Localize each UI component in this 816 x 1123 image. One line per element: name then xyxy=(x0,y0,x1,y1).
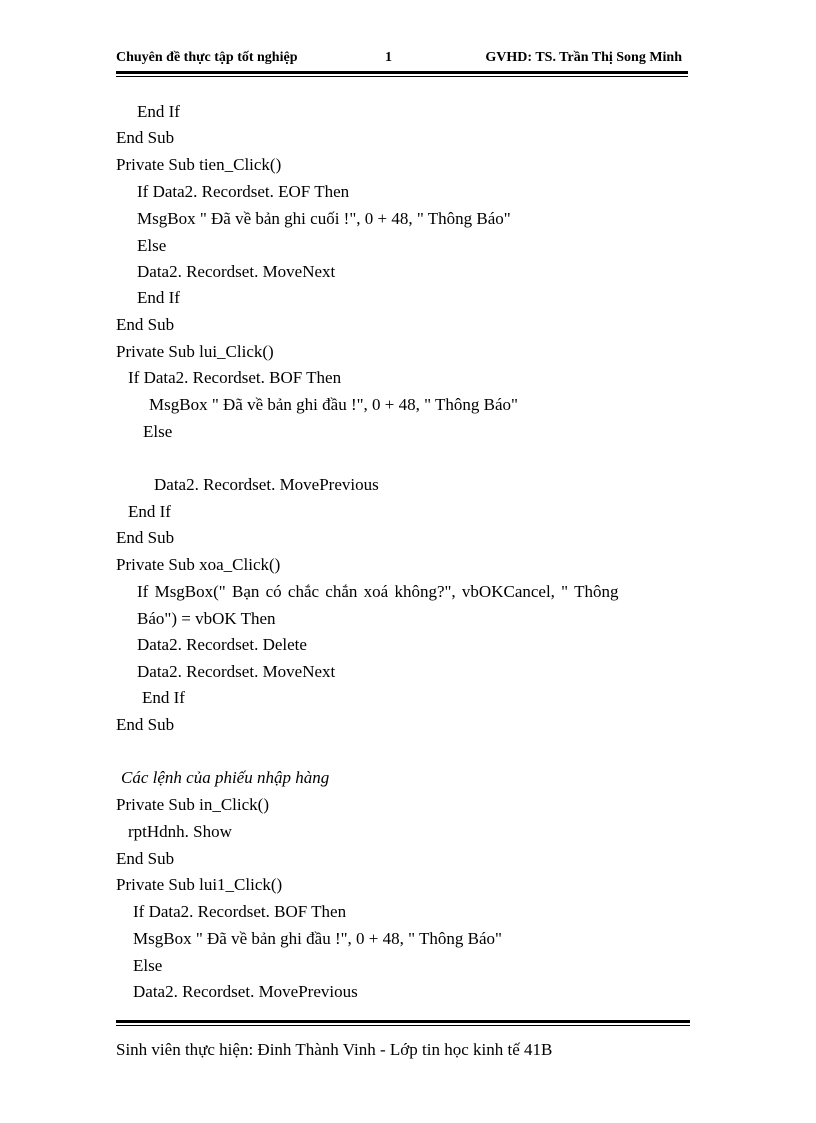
code-line: End If xyxy=(137,288,180,307)
code-line: Báo") = vbOK Then xyxy=(137,609,276,628)
section-heading: Các lệnh của phiếu nhập hàng xyxy=(121,768,330,787)
page-header xyxy=(116,48,688,70)
code-line: End If xyxy=(137,102,180,121)
code-line: Private Sub lui1_Click() xyxy=(116,875,283,894)
document-title: Chuyên đề thực tập tốt nghiệp xyxy=(116,50,298,65)
page-footer: Sinh viên thực hiện: Đinh Thành Vinh - Lớp tin học kinh tế 41B xyxy=(116,1040,553,1059)
code-line: If Data2. Recordset. EOF Then xyxy=(137,182,350,201)
code-line: Data2. Recordset. MovePrevious xyxy=(133,982,358,1001)
code-line: MsgBox " Đã về bản ghi đầu !", 0 + 48, " Thông Báo" xyxy=(149,395,518,414)
code-line: Data2. Recordset. MoveNext xyxy=(137,662,336,681)
code-line: Data2. Recordset. MoveNext xyxy=(137,262,336,281)
code-line: MsgBox " Đã về bản ghi đầu !", 0 + 48, " Thông Báo" xyxy=(133,929,502,948)
code-line: End Sub xyxy=(116,128,175,147)
header-divider xyxy=(116,71,688,77)
code-line: Private Sub tien_Click() xyxy=(116,155,282,174)
code-line: Else xyxy=(133,956,163,975)
code-line: Private Sub in_Click() xyxy=(116,795,269,814)
code-line: End If xyxy=(128,502,171,521)
code-line: rptHdnh. Show xyxy=(128,822,232,841)
code-line: If Data2. Recordset. BOF Then xyxy=(133,902,347,921)
code-line: Data2. Recordset. Delete xyxy=(137,635,307,654)
code-line: Else xyxy=(143,422,173,441)
footer-divider xyxy=(116,1020,690,1026)
supervisor: GVHD: TS. Trần Thị Song Minh xyxy=(485,50,682,65)
code-line: End Sub xyxy=(116,315,175,334)
code-line: End If xyxy=(142,688,185,707)
code-line: If MsgBox(" Bạn có chắc chắn xoá không?", vbOKCancel, " Thông xyxy=(137,582,619,601)
code-line: End Sub xyxy=(116,715,175,734)
page-number: 1 xyxy=(385,50,392,65)
code-line: Private Sub lui_Click() xyxy=(116,342,274,361)
code-line: MsgBox " Đã về bản ghi cuối !", 0 + 48, " Thông Báo" xyxy=(137,209,511,228)
code-line: End Sub xyxy=(116,849,175,868)
code-line: Data2. Recordset. MovePrevious xyxy=(154,475,379,494)
code-line: If Data2. Recordset. BOF Then xyxy=(128,368,342,387)
code-line: Private Sub xoa_Click() xyxy=(116,555,281,574)
code-line: End Sub xyxy=(116,528,175,547)
code-line: Else xyxy=(137,236,167,255)
